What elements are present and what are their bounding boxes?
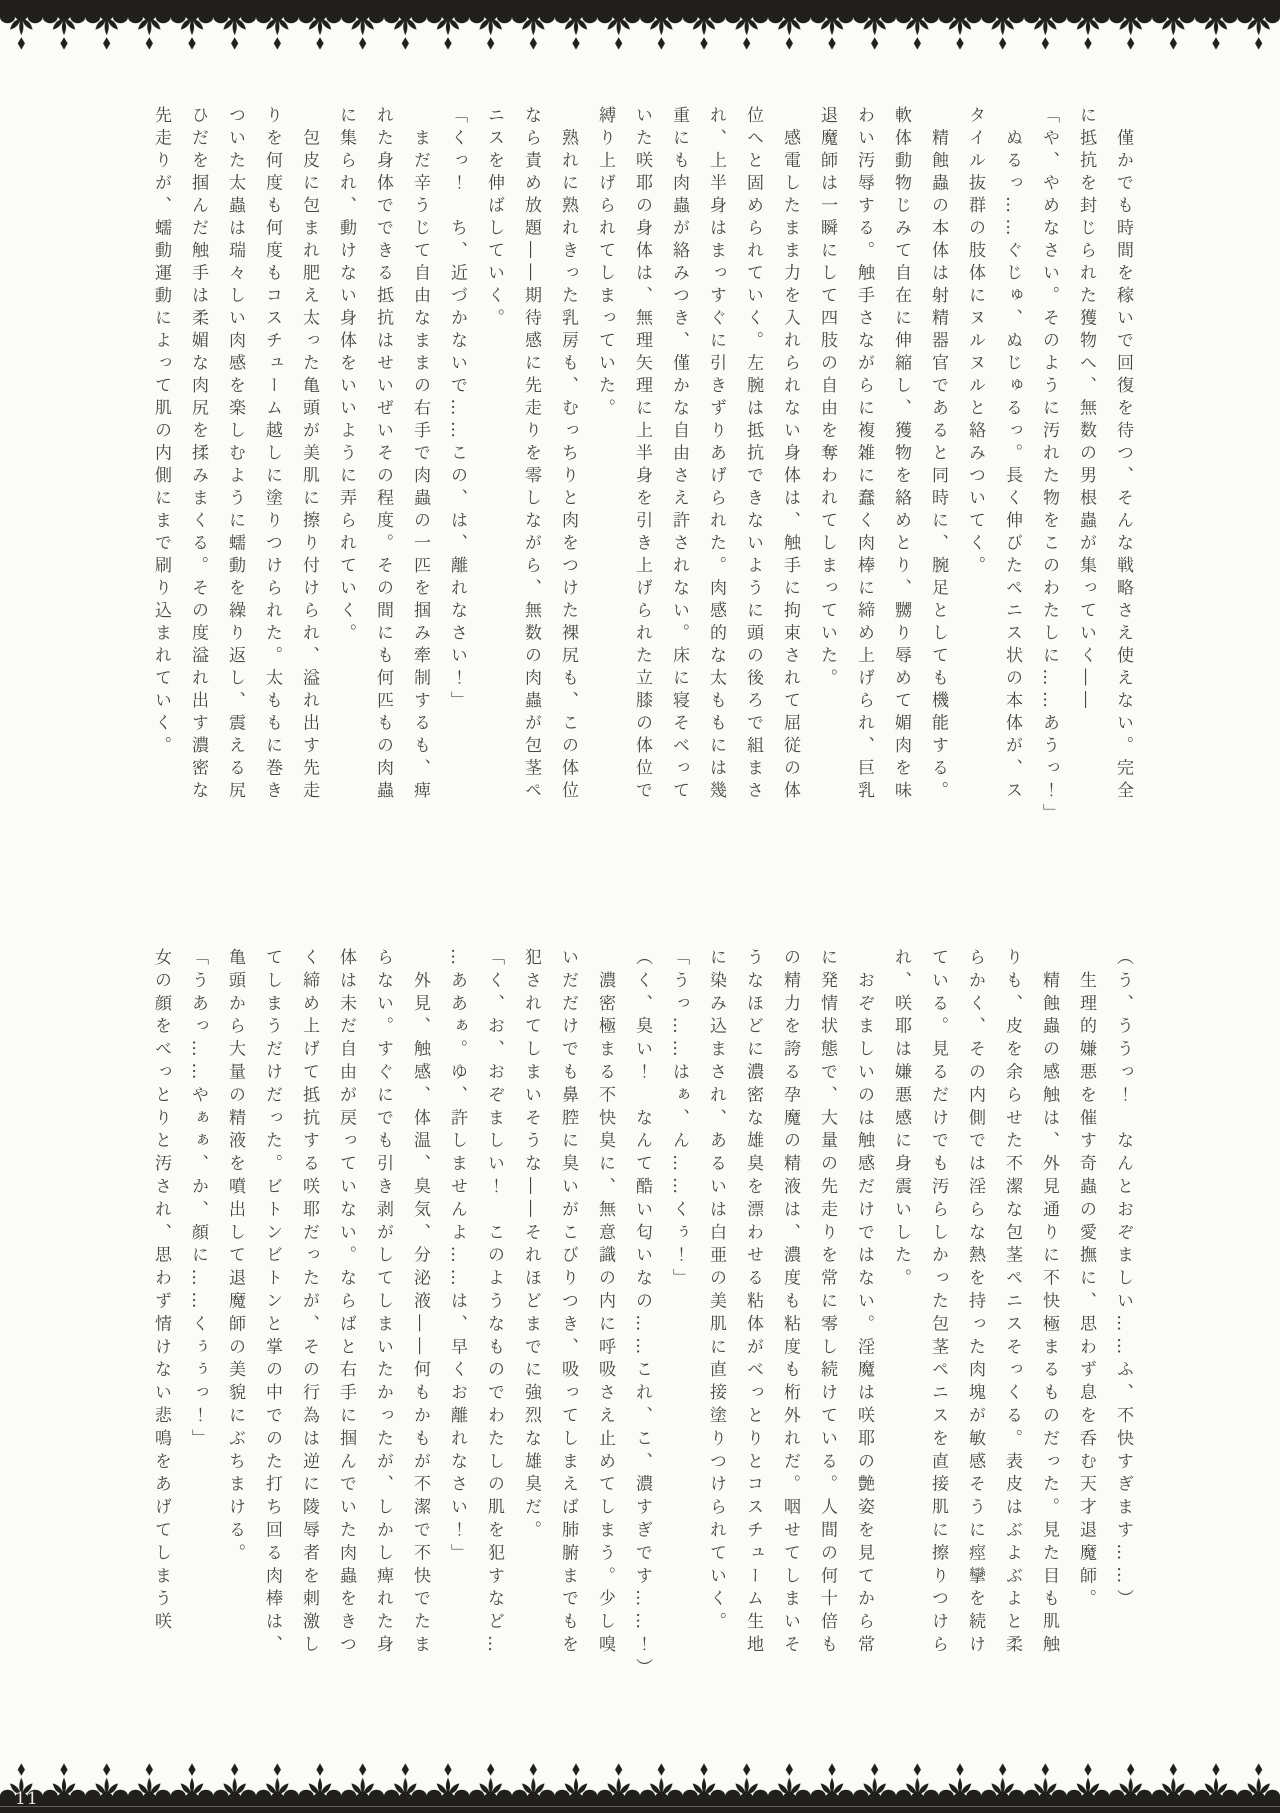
text-column: に集られ、動けない身体をいいように弄られていく。 bbox=[336, 106, 356, 646]
top-text-block bbox=[139, 106, 1141, 826]
text-column: …ああぁ。ゆ、許しませんよ……は、早くお離れなさい！」 bbox=[447, 948, 467, 1567]
text-column: 体は未だ自由が戻っていない。ならばと右手に掴んでいた肉蟲をきつ bbox=[336, 948, 356, 1658]
text-column: うなほどに濃密な雄臭を漂わせる粘体がべっとりとコスチューム生地 bbox=[743, 948, 763, 1658]
text-column: 「や、やめなさい。そのように汚れた物をこのわたしに……あうっ！」 bbox=[1039, 106, 1059, 826]
text-column: ている。見るだけでも汚らしかった包茎ペニスを直接肌に擦りつけら bbox=[928, 948, 948, 1658]
text-column: （く、臭い！ なんて酷い匂いなの……これ、こ、濃すぎです……！） bbox=[632, 948, 652, 1681]
fleur-de-lis-band-icon bbox=[0, 0, 1280, 52]
text-column: らない。すぐにでも引き剥がしてしまいたかったが、しかし痺れた身 bbox=[373, 948, 393, 1658]
text-column: 軟体動物じみて自在に伸縮し、獲物を絡めとり、嬲り辱めて媚肉を味 bbox=[891, 106, 911, 804]
text-column: 先走りが、蠕動運動によって肌の内側にまで刷り込まれていく。 bbox=[151, 106, 171, 759]
text-column: 生理的嫌悪を催す奇蟲の愛撫に、思わず息を呑む天才退魔師。 bbox=[1076, 948, 1096, 1613]
text-column: 「くっ！ ち、近づかないで……この、は、離れなさい！」 bbox=[447, 106, 467, 714]
text-column: 犯されてしまいそうな――それほどまでに強烈な雄臭だ。 bbox=[521, 948, 541, 1544]
text-column: てしまうだけだった。ビトンビトンと掌の中でのた打ち回る肉棒は、 bbox=[262, 948, 282, 1658]
text-column: 女の顔をべっとりと汚され、思わず情けない悲鳴をあげてしまう咲 bbox=[151, 948, 171, 1635]
text-column: りも、皮を余らせた不潔な包茎ペニスそっくる。表皮はぶよぶよと柔 bbox=[1002, 948, 1022, 1658]
text-column: らかく、その内側では淫らな熱を持った肉塊が敏感そうに痙攣を続け bbox=[965, 948, 985, 1658]
text-column: 僅かでも時間を稼いで回復を待つ、そんな戦略さえ使えない。完全 bbox=[1113, 106, 1133, 804]
text-column: 「うあっ……やぁぁ、か、顔に……くぅぅっ！」 bbox=[188, 948, 208, 1452]
text-column: まだ辛うじて自由なままの右手で肉蟲の一匹を掴み牽制するも、痺 bbox=[410, 106, 430, 804]
text-column: 重にも肉蟲が絡みつき、僅かな自由さえ許されない。床に寝そべって bbox=[669, 106, 689, 804]
text-column: れた身体でできる抵抗はせいぜいその程度。その間にも何匹もの肉蟲 bbox=[373, 106, 393, 804]
text-column: なら責め放題――期待感に先走りを零しながら、無数の肉蟲が包茎ペ bbox=[521, 106, 541, 804]
text-column: 縛り上げられてしまっていた。 bbox=[595, 106, 615, 421]
text-column: に抵抗を封じられた獲物へ、無数の男根蟲が集っていく―― bbox=[1076, 106, 1096, 714]
text-column: 精蝕蟲の本体は射精器官であると同時に、腕足としても機能する。 bbox=[928, 106, 948, 804]
text-column: 熟れに熟れきった乳房も、むっちりと肉をつけた裸尻も、この体位 bbox=[558, 106, 578, 804]
bottom-text-block bbox=[139, 948, 1141, 1688]
text-column: 「く、お、おぞましい！ このようなものでわたしの肌を犯すなど… bbox=[484, 948, 504, 1658]
text-column: ぬるっ……ぐじゅ、ぬじゅるっ。長く伸びたペニス状の本体が、ス bbox=[1002, 106, 1022, 804]
text-column: れ、咲耶は嫌悪感に身震いした。 bbox=[891, 948, 911, 1292]
text-column: く締め上げて抵抗する咲耶だったが、その行為は逆に陵辱者を刺激し bbox=[299, 948, 319, 1658]
text-column: れ、上半身はまっすぐに引きずりあげられた。肉感的な太ももには幾 bbox=[706, 106, 726, 804]
scan-edge-line bbox=[0, 1806, 1280, 1807]
text-column: 精蝕蟲の感触は、外見通りに不快極まるものだった。見た目も肌触 bbox=[1039, 948, 1059, 1658]
text-column: いた咲耶の身体は、無理矢理に上半身を引き上げられた立膝の体位で bbox=[632, 106, 652, 804]
text-column: （う、ううっ！ なんとおぞましい……ふ、不快すぎます……） bbox=[1113, 948, 1133, 1613]
text-column: ついた太蟲は瑞々しい肉感を楽しむように蠕動を繰り返し、震える尻 bbox=[225, 106, 245, 804]
text-column: 包皮に包まれ肥え太った亀頭が美肌に擦り付けられ、溢れ出す先走 bbox=[299, 106, 319, 804]
text-column: おぞましいのは触感だけではない。淫魔は咲耶の艶姿を見てから常 bbox=[854, 948, 874, 1658]
text-column: ニスを伸ばしていく。 bbox=[484, 106, 504, 331]
text-column: の精力を誇る孕魔の精液は、濃度も粘度も桁外れだ。咽せてしまいそ bbox=[780, 948, 800, 1658]
text-column: 感電したまま力を入れられない身体は、触手に拘束されて屈従の体 bbox=[780, 106, 800, 804]
text-column: に発情状態で、大量の先走りを常に零し続けている。人間の何十倍も bbox=[817, 948, 837, 1658]
text-column: 「うっ……はぁ、ん……くぅ！」 bbox=[669, 948, 689, 1292]
text-column: 位へと固められていく。左腕は抵抗できないように頭の後ろで組まさ bbox=[743, 106, 763, 804]
text-column: タイル抜群の肢体にヌルヌルと絡みついてく。 bbox=[965, 106, 985, 579]
page-number: 11 bbox=[15, 1789, 39, 1809]
top-ornament-border bbox=[0, 0, 1280, 52]
text-column: りを何度も何度もコスチューム越しに塗りつけられた。太ももに巻き bbox=[262, 106, 282, 804]
text-column: わい汚辱する。触手さながらに複雑に蠢く肉棒に締め上げられ、巨乳 bbox=[854, 106, 874, 804]
text-column: いだだけでも鼻腔に臭いがこびりつき、吸ってしまえば肺腑までもを bbox=[558, 948, 578, 1658]
text-column: 濃密極まる不快臭に、無意識の内に呼吸さえ止めてしまう。少し嗅 bbox=[595, 948, 615, 1658]
text-column: 亀頭から大量の精液を噴出して退魔師の美貌にぶちまける。 bbox=[225, 948, 245, 1567]
text-column: 退魔師は一瞬にして四肢の自由を奪われてしまっていた。 bbox=[817, 106, 837, 691]
text-column: に染み込まされ、あるいは白亜の美肌に直接塗りつけられていく。 bbox=[706, 948, 726, 1635]
text-column: 外見、触感、体温、臭気、分泌液――何もかもが不潔で不快でたま bbox=[410, 948, 430, 1658]
text-column: ひだを掴んだ触手は柔媚な肉尻を揉みまくる。その度溢れ出す濃密な bbox=[188, 106, 208, 804]
